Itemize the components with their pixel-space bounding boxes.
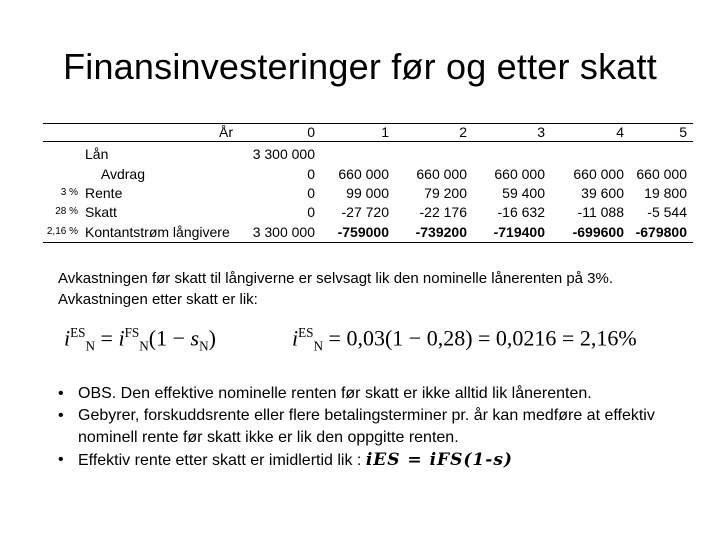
table-cell: 660 000 [573,166,624,182]
year-header-cell: 4 [616,124,624,140]
effective-rate-formula: iES = iFS(1-s) [365,450,513,470]
table-cell: 59 400 [502,185,545,201]
table-cell: 0 [307,204,315,220]
table-cell: -16 632 [497,204,545,220]
table-cell: 19 800 [644,185,687,201]
table-cell: 3 300 000 [252,146,315,162]
table-cell: 99 000 [346,185,389,201]
bullet-item: • OBS. Den effektive nominelle renten før skatt er ikke alltid lik lånerenten. [58,383,698,405]
numeric-after-tax-formula: $i^{ES}_N = 0,03(1 - 0,28) = 0,0216 = 2,16\%$ [292,325,637,354]
table-cell: -11 088 [577,204,624,220]
table-cell: 39 600 [581,185,624,201]
table-cell: 79 200 [424,185,467,201]
general-after-tax-formula: $i^{ES}_N = i^{FS}_N(1 - s_N)$ [64,325,216,354]
bullet-item: • Gebyrer, forskuddsrente eller flere betalingsterminer pr. år kan medføre at effektiv nominell rente før skatt ikke er lik den oppgitte renten. [58,407,655,446]
year-label: År [219,124,233,140]
table-cell: -699600 [572,224,624,240]
explanation-line-2: Avkastningen etter skatt er lik: [58,291,258,308]
bullet-dot: • [58,385,64,402]
bullet-list [58,383,698,472]
row-label: Rente [85,185,123,201]
table-cell: 3 300 000 [252,224,315,240]
bullet-dot: • [58,451,64,468]
table-cell: -27 720 [341,204,389,220]
row-rate: 3 % [60,187,78,198]
table-cell: -22 176 [419,204,467,220]
explanation-paragraph [58,268,688,310]
table-cell: 660 000 [338,166,389,182]
table-cell: -5 544 [647,204,687,220]
row-label: Skatt [85,204,117,220]
table-cell: 660 000 [494,166,545,182]
table-cell: -679800 [635,224,687,240]
row-label: Avdrag [100,166,145,182]
table-cell: -739200 [415,224,467,240]
year-header-cell: 0 [307,124,315,140]
year-header-cell: 1 [381,124,389,140]
table-cell: 0 [307,185,315,201]
table-cell: 660 000 [636,166,687,182]
table-bottom-rule [43,242,693,243]
explanation-line-1: Avkastningen før skatt til långiverne er selvsagt lik den nominelle lånerenten på 3%. [58,270,614,287]
slide-title: Finansinvesteringer før og etter skatt [63,46,657,87]
year-header-cell: 5 [679,124,687,140]
table-cell: 0 [307,166,315,182]
table-cell: -719400 [493,224,545,240]
table-cell: -759000 [337,224,389,240]
year-header-cell: 3 [537,124,545,140]
table-cell: 660 000 [416,166,467,182]
row-label: Lån [85,146,109,162]
row-label: Kontantstrøm långivere [85,224,230,240]
bullet-dot: • [58,407,64,424]
row-rate: 2,16 % [46,226,78,237]
year-header-cell: 2 [459,124,467,140]
row-rate: 28 % [55,206,78,217]
table-header-rule [43,141,693,142]
bullet-item: • Effektiv rente etter skatt er imidlertid lik : iES = iFS(1-s) [58,450,513,470]
